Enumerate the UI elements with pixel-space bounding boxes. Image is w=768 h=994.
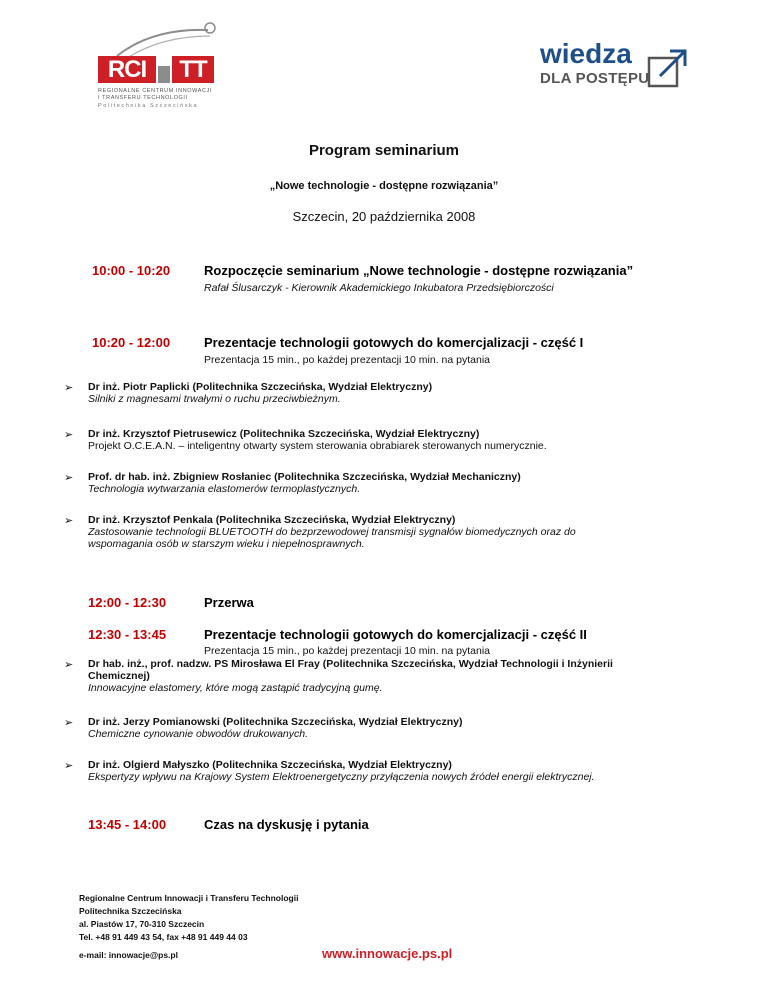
arrow-bullet-icon: ➢ — [64, 472, 74, 484]
presenter-name-cont: Chemicznej) — [88, 670, 150, 682]
footer-line: Politechnika Szczecińska — [79, 906, 182, 916]
footer-line: Tel. +48 91 449 43 54, fax +48 91 449 44 03 — [79, 932, 248, 942]
rci-logo-line2: I TRANSFERU TECHNOLOGII — [98, 95, 188, 101]
presenter-name: Prof. dr hab. inż. Zbigniew Rosłaniec (Politechnika Szczecińska, Wydział Mechaniczny) — [88, 471, 521, 483]
arrow-bullet-icon: ➢ — [64, 515, 74, 527]
presenter-name: Dr inż. Piotr Paplicki (Politechnika Szczecińska, Wydział Elektryczny) — [88, 381, 433, 393]
presenter-name: Dr inż. Jerzy Pomianowski (Politechnika Szczecińska, Wydział Elektryczny) — [88, 716, 463, 728]
presentation-topic: Technologia wytwarzania elastomerów termoplastycznych. — [88, 483, 361, 495]
session-subtitle: Rafał Ślusarczyk - Kierownik Akademickiego Inkubatora Przedsiębiorczości — [204, 282, 554, 294]
arrow-bullet-icon: ➢ — [64, 717, 74, 729]
presentation-topic: Chemiczne cynowanie obwodów drukowanych. — [88, 728, 309, 740]
arrow-box-icon — [646, 46, 692, 90]
seminar-subtitle: „Nowe technologie - dostępne rozwiązania” — [269, 180, 499, 192]
session-time: 12:00 - 12:30 — [88, 595, 167, 610]
logo-swoosh-icon — [112, 20, 222, 60]
session-time: 10:20 - 12:00 — [92, 335, 171, 350]
session-time: 12:30 - 13:45 — [88, 627, 167, 642]
rci-logo-right: TT — [172, 56, 214, 83]
footer-line: Regionalne Centrum Innowacji i Transferu Technologii — [79, 893, 299, 903]
presentation-topic: Silniki z magnesami trwałymi o ruchu przeciwbieżnym. — [88, 393, 341, 405]
rci-logo-left: RCI — [98, 56, 156, 83]
presenter-name: Dr inż. Krzysztof Pietrusewicz (Politechnika Szczecińska, Wydział Elektryczny) — [88, 428, 480, 440]
session-title: Przerwa — [204, 595, 254, 610]
session-title: Prezentacje technologii gotowych do komercjalizacji - część I — [204, 335, 584, 350]
arrow-bullet-icon: ➢ — [64, 382, 74, 394]
presenter-name: Dr inż. Krzysztof Penkala (Politechnika Szczecińska, Wydział Elektryczny) — [88, 514, 456, 526]
presenter-name: Dr hab. inż., prof. nadzw. PS Mirosława El Fray (Politechnika Szczecińska, Wydział Technologii i Inżynierii — [88, 658, 613, 670]
place-date: Szczecin, 20 października 2008 — [292, 209, 476, 224]
website-link[interactable]: www.innowacje.ps.pl — [322, 946, 453, 961]
rci-logo-line3: Politechnika Szczecińska — [98, 103, 199, 109]
page-title: Program seminarium — [308, 142, 460, 159]
presenter-name: Dr inż. Olgierd Małyszko (Politechnika Szczecińska, Wydział Elektryczny) — [88, 759, 452, 771]
footer-line: al. Piastów 17, 70-310 Szczecin — [79, 919, 205, 929]
session-subtitle: Prezentacja 15 min., po każdej prezentacji 10 min. na pytania — [204, 645, 490, 657]
presentation-topic: Ekspertyzy wpływu na Krajowy System Elektroenergetyczny przyłączenia nowych źródeł energii elektrycznej. — [88, 771, 595, 783]
presentation-topic: Projekt O.C.E.A.N. – inteligentny otwarty system sterowania obrabiarek sterowanych numerycznie. — [88, 440, 547, 452]
arrow-bullet-icon: ➢ — [64, 760, 74, 772]
arrow-bullet-icon: ➢ — [64, 659, 74, 671]
session-title: Czas na dyskusję i pytania — [204, 817, 369, 832]
session-title: Prezentacje technologii gotowych do komercjalizacji - część II — [204, 627, 587, 642]
rci-logo-line1: REGIONALNE CENTRUM INNOWACJI — [98, 88, 213, 94]
rci-logo-bar — [158, 66, 170, 83]
session-title: Rozpoczęcie seminarium „Nowe technologie - dostępne rozwiązania” — [204, 263, 634, 278]
presentation-topic-cont: wspomagania osób w starszym wieku i niepełnosprawnych. — [88, 538, 365, 550]
arrow-bullet-icon: ➢ — [64, 429, 74, 441]
presentation-topic: Zastosowanie technologii BLUETOOTH do bezprzewodowej transmisji sygnałów biomedycznych oraz do — [88, 526, 576, 538]
wiedza-logo-subtitle: DLA POSTĘPU — [540, 70, 650, 87]
session-time: 13:45 - 14:00 — [88, 817, 167, 832]
wiedza-logo-title: wiedza — [540, 38, 632, 69]
footer-email[interactable]: e-mail: innowacje@ps.pl — [79, 950, 178, 960]
session-time: 10:00 - 10:20 — [92, 263, 171, 278]
presentation-topic: Innowacyjne elastomery, które mogą zastąpić tradycyjną gumę. — [88, 682, 383, 694]
session-subtitle: Prezentacja 15 min., po każdej prezentacji 10 min. na pytania — [204, 354, 490, 366]
